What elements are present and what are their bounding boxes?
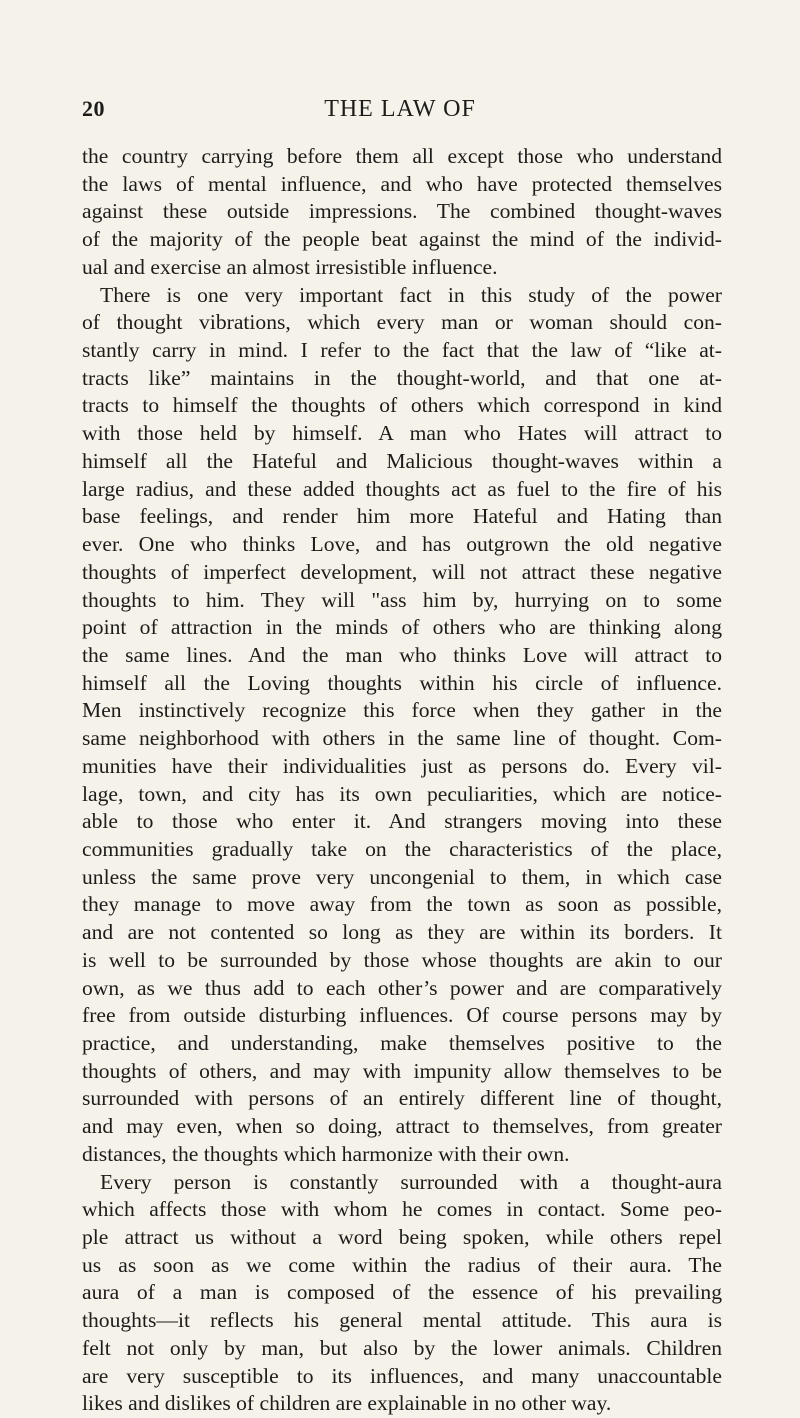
text-line: surrounded with persons of an entirely different line of thought, <box>82 1086 722 1111</box>
text-line: with those held by himself. A man who Hates will attract to <box>82 421 722 446</box>
text-line: the same lines. And the man who thinks Love will attract to <box>82 642 722 667</box>
text-line: us as soon as we come within the radius of their aura. The <box>82 1252 722 1277</box>
text-line: and may even, when so doing, attract to themselves, from greater <box>82 1114 722 1139</box>
text-line: same neighborhood with others in the same line of thought. Com- <box>82 726 722 751</box>
text-line: the country carrying before them all except those who understand <box>82 144 722 168</box>
text-line: practice, and understanding, make themselves positive to the <box>82 1031 722 1055</box>
text-line: felt not only by man, but also by the lower animals. Children <box>82 1335 722 1360</box>
text-line: against these outside impressions. The combined thought-waves <box>82 199 722 224</box>
text-line: himself all the Hateful and Malicious thought-waves within a <box>82 448 722 473</box>
text-line: able to those who enter it. And strangers moving into these <box>82 809 722 834</box>
text-line: himself all the Loving thoughts within his circle of influence. <box>82 670 722 695</box>
text-line: the laws of mental influence, and who have protected themselves <box>82 171 722 196</box>
text-line: stantly carry in mind. I refer to the fact that the law of “like at- <box>82 338 722 363</box>
text-line: thoughts of others, and may with impunity allow themselves to be <box>82 1058 722 1083</box>
text-line: thoughts—it reflects his general mental attitude. This aura is <box>82 1308 722 1333</box>
text-line: is well to be surrounded by those whose thoughts are akin to our <box>82 947 722 972</box>
text-line: distances, the thoughts which harmonize with their own. <box>82 1141 570 1166</box>
running-head: THE LAW OF <box>324 96 476 122</box>
text-line: Every person is constantly surrounded with a thought-aura <box>100 1169 722 1194</box>
text-line: communities gradually take on the characteristics of the place, <box>82 836 722 861</box>
text-line: own, as we thus add to each other’s power and are comparatively <box>82 975 722 1000</box>
text-line: aura of a man is composed of the essence of his prevailing <box>82 1280 722 1305</box>
text-line: tracts to himself the thoughts of others which correspond in kind <box>82 393 722 418</box>
text-line: are very susceptible to its influences, and many unaccountable <box>82 1363 722 1388</box>
text-line: they manage to move away from the town as soon as possible, <box>82 892 722 917</box>
text-line: of thought vibrations, which every man or woman should con- <box>82 310 722 335</box>
text-line: ple attract us without a word being spoken, while others repel <box>82 1225 722 1250</box>
page-number: 20 <box>82 96 105 121</box>
text-line: munities have their individualities just as persons do. Every vil- <box>82 753 722 778</box>
text-line: point of attraction in the minds of others who are thinking along <box>82 615 722 640</box>
text-line: There is one very important fact in this study of the power <box>100 282 722 307</box>
text-line: tracts like” maintains in the thought-world, and that one at- <box>82 365 722 390</box>
text-line: and are not contented so long as they are within its borders. It <box>82 920 722 945</box>
text-line: base feelings, and render him more Hateful and Hating than <box>82 504 722 529</box>
text-line: Men instinctively recognize this force when they gather in the <box>82 698 722 723</box>
text-line: lage, town, and city has its own peculiarities, which are notice- <box>82 781 722 806</box>
page-header <box>0 96 800 126</box>
text-line: which affects those with whom he comes in contact. Some peo- <box>82 1197 722 1222</box>
text-line: ual and exercise an almost irresistible influence. <box>82 254 498 279</box>
text-line: thoughts of imperfect development, will not attract these negative <box>82 559 722 584</box>
text-line: large radius, and these added thoughts act as fuel to the fire of his <box>82 476 722 501</box>
body-text <box>82 143 722 1418</box>
text-line: free from outside disturbing influences. Of course persons may by <box>82 1003 722 1028</box>
text-line: of the majority of the people beat against the mind of the individ- <box>82 227 722 252</box>
text-line: thoughts to him. They will "ass him by, hurrying on to some <box>82 587 722 612</box>
text-line: ever. One who thinks Love, and has outgrown the old negative <box>82 532 722 557</box>
text-line: likes and dislikes of children are explainable in no other way. <box>82 1391 612 1416</box>
text-line: unless the same prove very uncongenial to them, in which case <box>82 864 722 889</box>
